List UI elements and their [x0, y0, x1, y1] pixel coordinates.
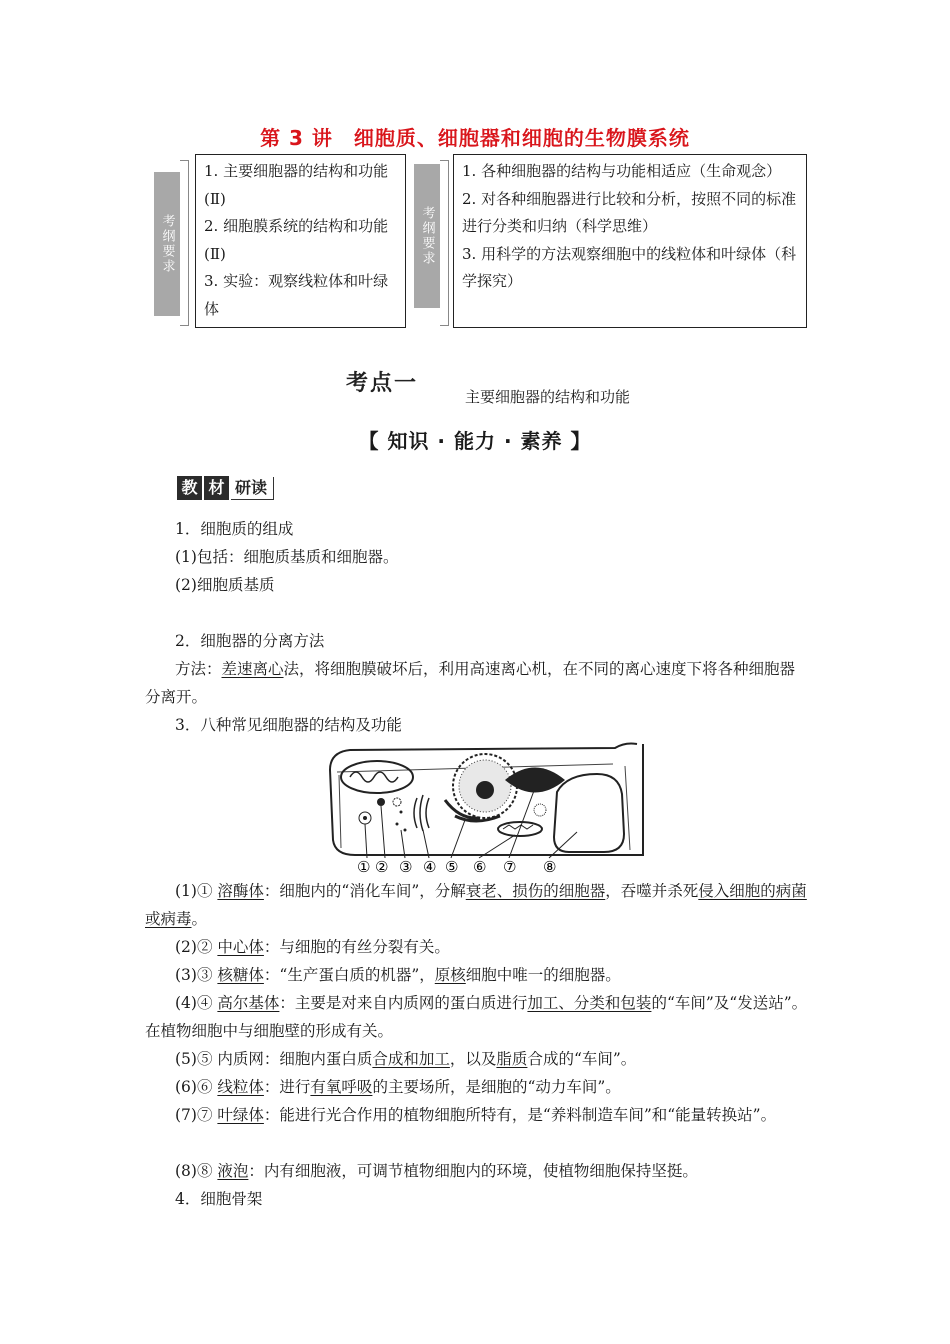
para-1-1: (1)包括：细胞质基质和细胞器。: [175, 548, 399, 566]
fig-label-6: ⑥: [473, 858, 487, 876]
fig-label-4: ④: [423, 858, 437, 876]
requirement-box-left: [195, 154, 406, 328]
req-left-2: 2. 细胞膜系统的结构和功能(Ⅱ): [204, 217, 389, 263]
heading-3: 3．八种常见细胞器的结构及功能: [175, 716, 402, 734]
req-left-3: 3. 实验：观察线粒体和叶绿体: [204, 272, 389, 318]
item-vacuole: (8)⑧ 液泡：内有细胞液，可调节植物细胞内的环境，使植物细胞保持坚挺。: [175, 1162, 698, 1180]
req-right-2: 2. 对各种细胞器进行比较和分析，按照不同的标准进行分类和归纳（科学思维）: [462, 189, 797, 235]
fig-label-3: ③: [399, 858, 413, 876]
fig-label-2: ②: [375, 858, 389, 876]
heading-1: 1．细胞质的组成: [175, 520, 294, 538]
section-banner: 【 知识 · 能力 · 素养 】: [358, 429, 592, 453]
req-right-1: 1. 各种细胞器的结构与功能相适应（生命观念）: [462, 162, 782, 180]
req-right-3: 3. 用科学的方法观察细胞中的线粒体和叶绿体（科学探究）: [462, 244, 797, 290]
requirement-tab-left: 考纲要求: [154, 172, 180, 316]
para-1-2: (2)细胞质基质: [175, 576, 275, 594]
item-lysosome: (1)① 溶酶体：细胞内的“消化车间”，分解衰老、损伤的细胞器，吞噬并杀死侵入细胞的病菌或病毒。: [145, 882, 807, 928]
item-chloroplast: (7)⑦ 叶绿体：能进行光合作用的植物细胞所特有，是“养料制造车间”和“能量转换站”。: [175, 1106, 777, 1124]
heading-2: 2．细胞器的分离方法: [175, 632, 325, 650]
section-label: 考点一: [346, 366, 418, 397]
item-ribosome: (3)③ 核糖体：“生产蛋白质的机器”，原核细胞中唯一的细胞器。: [175, 966, 621, 984]
section-subtitle: 主要细胞器的结构和功能: [465, 388, 631, 406]
fig-label-1: ①: [357, 858, 371, 876]
heading-4: 4．细胞骨架: [175, 1190, 263, 1208]
item-centrosome: (2)② 中心体：与细胞的有丝分裂有关。: [175, 938, 450, 956]
bracket-right: [440, 160, 449, 326]
fig-label-8: ⑧: [543, 858, 557, 876]
bracket-left: [180, 160, 189, 326]
plant-cell-diagram: [325, 740, 665, 878]
item-er: (5)⑤ 内质网：细胞内蛋白质合成和加工，以及脂质合成的“车间”。: [175, 1050, 637, 1068]
textbook-reading-tag: 教 材 研读: [177, 476, 274, 500]
item-mitochondria: (6)⑥ 线粒体：进行有氧呼吸的主要场所，是细胞的“动力车间”。: [175, 1078, 621, 1096]
fig-label-7: ⑦: [503, 858, 517, 876]
requirement-box-right: [453, 154, 807, 328]
fig-label-5: ⑤: [445, 858, 459, 876]
req-left-1: 1. 主要细胞器的结构和功能(Ⅱ): [204, 162, 389, 208]
para-2: 方法：差速离心法，将细胞膜破坏后，利用高速离心机，在不同的离心速度下将各种细胞器分离开。: [145, 660, 796, 706]
requirement-tab-right: 考纲要求: [414, 164, 440, 308]
item-golgi: (4)④ 高尔基体：主要是对来自内质网的蛋白质进行加工、分类和包装的“车间”及“发送站”。在植物细胞中与细胞壁的形成有关。: [145, 994, 808, 1040]
page-title: 第 3 讲 细胞质、细胞器和细胞的生物膜系统: [260, 126, 690, 150]
